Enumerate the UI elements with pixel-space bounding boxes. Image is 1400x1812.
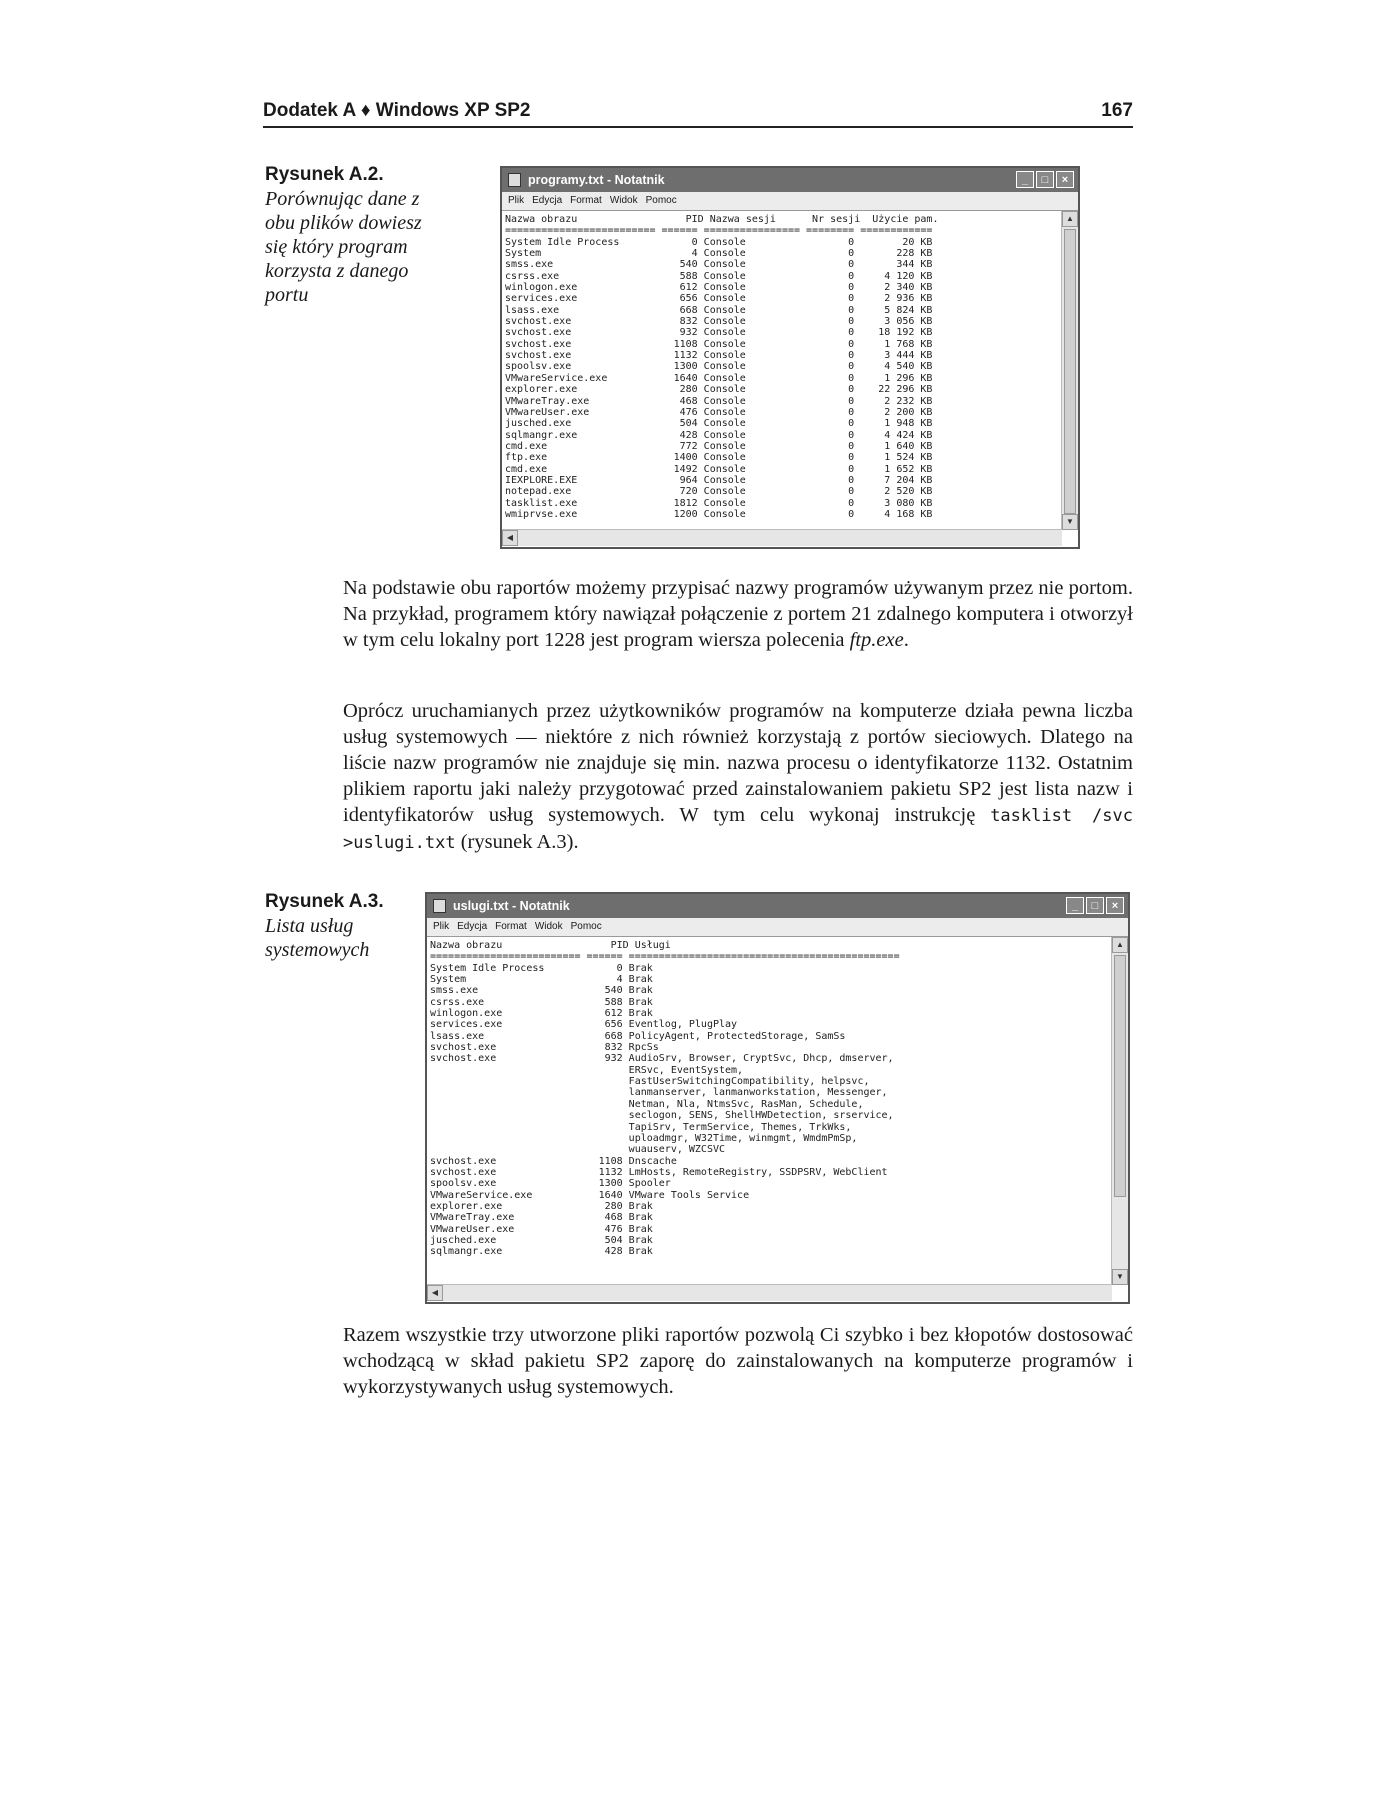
report-text: [502, 211, 1078, 523]
table-row: tasklist.exe 1812 Console 0 3 080 KB: [505, 497, 933, 509]
window-title: uslugi.txt - Notatnik: [453, 899, 570, 913]
minimize-icon[interactable]: _: [1066, 897, 1084, 914]
paragraph-1-end: .: [903, 629, 909, 651]
minimize-icon[interactable]: _: [1016, 171, 1034, 188]
table-row: System Idle Process 0 Brak: [430, 962, 653, 974]
table-row: lsass.exe 668 PolicyAgent, ProtectedStorage, SamSs: [430, 1030, 846, 1042]
menu-item-2[interactable]: Format: [495, 921, 527, 932]
menu-item-3[interactable]: Widok: [609, 195, 638, 206]
close-icon[interactable]: ×: [1106, 897, 1124, 914]
maximize-icon[interactable]: □: [1086, 897, 1104, 914]
maximize-icon[interactable]: □: [1036, 171, 1054, 188]
scroll-left-icon[interactable]: ◀: [427, 1285, 443, 1301]
table-row: VMwareService.exe 1640 Console 0 1 296 KB: [505, 372, 933, 384]
notepad-icon: [508, 173, 521, 187]
table-row: csrss.exe 588 Brak: [430, 996, 653, 1008]
menu-item-1[interactable]: Edycja: [532, 195, 563, 206]
figure-caption-a3: [265, 890, 425, 962]
vertical-scrollbar[interactable]: [1111, 937, 1128, 1285]
table-row: winlogon.exe 612 Brak: [430, 1008, 653, 1020]
menu-item-3[interactable]: Widok: [534, 921, 563, 932]
paragraph-2-text: Oprócz uruchamianych przez użytkowników programów na komputerze działa pewna liczba usług systemowych — niektóre z nich również korzystają z portów sieciowych. Dlatego na liście nazw programów nie znajduje się min. nazwa procesu o identyfikatorze 1132. Ostatnim plikiem raportu jaki należy przygotować przed zainstalowaniem pakietu SP2 jest lista nazw i identyfikatorów usług systemowych. W tym celu wykonaj instrukcję: [343, 700, 1133, 826]
paragraph-2: [343, 698, 1133, 856]
menu-item-4[interactable]: Pomoc: [570, 921, 602, 932]
filename-ftp: ftp.exe: [849, 629, 904, 651]
paragraph-3: [343, 1322, 1133, 1400]
menu-item-4[interactable]: Pomoc: [645, 195, 677, 206]
notepad-icon: [433, 899, 446, 913]
title-bar: [502, 168, 1078, 192]
menu-item-2[interactable]: Format: [570, 195, 602, 206]
vertical-scrollbar[interactable]: [1061, 211, 1078, 530]
table-row: cmd.exe 772 Console 0 1 640 KB: [505, 440, 933, 452]
scroll-down-icon[interactable]: ▼: [1062, 514, 1078, 530]
notepad-window-programy: [500, 166, 1080, 549]
figure-number: Rysunek A.3.: [265, 891, 384, 912]
column-header-line: Nazwa obrazu PID Nazwa sesji Nr sesji Użycie pam.: [505, 214, 939, 225]
report-text: [427, 937, 1128, 1261]
horizontal-scrollbar[interactable]: [502, 529, 1062, 546]
table-row: wmiprvse.exe 1200 Console 0 4 168 KB: [505, 508, 933, 520]
separator-line: ========================= ====== =============================================: [430, 951, 900, 963]
figure-caption-text: Porównując dane z obu plików dowiesz się który program korzysta z danego portu: [265, 188, 422, 306]
table-row: lsass.exe 668 Console 0 5 824 KB: [505, 304, 933, 316]
command-text: tasklist /svc >uslugi.txt: [343, 806, 1133, 853]
table-row: System 4 Brak: [430, 974, 653, 986]
menu-item-1[interactable]: Edycja: [457, 921, 488, 932]
window-title: programy.txt - Notatnik: [528, 173, 665, 187]
table-row: services.exe 656 Console 0 2 936 KB: [505, 293, 933, 305]
table-row: notepad.exe 720 Console 0 2 520 KB: [505, 486, 933, 498]
scroll-down-icon[interactable]: ▼: [1112, 1269, 1128, 1285]
table-row: svchost.exe 932 Console 0 18 192 KB: [505, 327, 933, 339]
table-row: System 4 Console 0 228 KB: [505, 248, 933, 260]
table-row: VMwareTray.exe 468 Brak: [430, 1212, 653, 1224]
horizontal-scrollbar[interactable]: [427, 1284, 1112, 1301]
table-row: spoolsv.exe 1300 Console 0 4 540 KB: [505, 361, 933, 373]
table-row: svchost.exe 1108 Dnscache: [430, 1155, 677, 1167]
table-row: svchost.exe 1108 Console 0 1 768 KB: [505, 338, 933, 350]
figure-number: Rysunek A.2.: [265, 164, 384, 185]
table-row: sqlmangr.exe 428 Console 0 4 424 KB: [505, 429, 933, 441]
running-header: Dodatek A ♦ Windows XP SP2: [263, 100, 531, 121]
scroll-thumb[interactable]: [1064, 229, 1076, 514]
text-area[interactable]: [502, 211, 1078, 546]
table-row: winlogon.exe 612 Console 0 2 340 KB: [505, 282, 933, 294]
close-icon[interactable]: ×: [1056, 171, 1074, 188]
table-row: svchost.exe 1132 LmHosts, RemoteRegistry, SSDPSRV, WebClient: [430, 1166, 888, 1178]
table-row: VMwareTray.exe 468 Console 0 2 232 KB: [505, 395, 933, 407]
menu-bar: [427, 918, 1128, 937]
table-row: ftp.exe 1400 Console 0 1 524 KB: [505, 452, 933, 464]
page-header: [263, 98, 1133, 128]
paragraph-1-text: Na podstawie obu raportów możemy przypisać nazwy programów używanym przez nie portom. Na przykład, programem który nawiązał połączenie z portem 21 zdalnego komputera i otworzył w tym celu lokalny port 1228 jest program wiersza polecenia: [343, 577, 1133, 651]
page-number: 167: [1101, 100, 1133, 121]
table-row: cmd.exe 1492 Console 0 1 652 KB: [505, 463, 933, 475]
paragraph-2-end: (rysunek A.3).: [455, 831, 579, 853]
table-row: VMwareService.exe 1640 VMware Tools Service: [430, 1189, 750, 1201]
table-row: jusched.exe 504 Brak: [430, 1234, 653, 1246]
paragraph-3-text: Razem wszystkie trzy utworzone pliki raportów pozwolą Ci szybko i bez kłopotów dostosować wchodzącą w skład pakietu SP2 zaporę do zainstalowanych na komputerze programów i wykorzystywanych usług systemowych.: [343, 1324, 1133, 1398]
table-row: svchost.exe 932 AudioSrv, Browser, CryptSvc, Dhcp, dmserver, ERSvc, EventSystem, FastUserSwitchingCompatibility, helpsvc, lanmanserver, lanmanworkstation, Messenger, Netman, Nla, NtmsSvc, RasMan, Schedule, seclogon, SENS, ShellHWDetection, srservice, TapiSrv, TermService, Themes, TrkWks, uploadmgr, W32Time, winmgmt, WmdmPmSp, wuauserv, WZCSVC: [430, 1053, 894, 1156]
table-row: IEXPLORE.EXE 964 Console 0 7 204 KB: [505, 474, 933, 486]
table-row: sqlmangr.exe 428 Brak: [430, 1246, 653, 1258]
title-bar: [427, 894, 1128, 918]
menu-item-0[interactable]: Plik: [433, 921, 450, 932]
separator-line: ========================= ====== ================ ======== ============: [505, 225, 933, 237]
notepad-window-uslugi: [425, 892, 1130, 1304]
table-row: explorer.exe 280 Console 0 22 296 KB: [505, 384, 933, 396]
table-row: jusched.exe 504 Console 0 1 948 KB: [505, 418, 933, 430]
figure-caption-text: Lista usług systemowych: [265, 915, 370, 961]
table-row: services.exe 656 Eventlog, PlugPlay: [430, 1019, 738, 1031]
table-row: VMwareUser.exe 476 Brak: [430, 1223, 653, 1235]
figure-caption-a2: [265, 163, 425, 307]
menu-bar: [502, 192, 1078, 211]
table-row: System Idle Process 0 Console 0 20 KB: [505, 236, 933, 248]
text-area[interactable]: [427, 937, 1128, 1301]
table-row: explorer.exe 280 Brak: [430, 1200, 653, 1212]
table-row: svchost.exe 1132 Console 0 3 444 KB: [505, 350, 933, 362]
scroll-thumb[interactable]: [1114, 955, 1126, 1197]
table-row: smss.exe 540 Brak: [430, 985, 653, 997]
column-header-line: Nazwa obrazu PID Usługi: [430, 940, 671, 951]
table-row: smss.exe 540 Console 0 344 KB: [505, 259, 933, 271]
table-row: svchost.exe 832 RpcSs: [430, 1042, 659, 1054]
paragraph-1: [343, 575, 1133, 653]
scroll-up-icon[interactable]: ▲: [1112, 937, 1128, 953]
table-row: csrss.exe 588 Console 0 4 120 KB: [505, 270, 933, 282]
scroll-up-icon[interactable]: ▲: [1062, 211, 1078, 227]
table-row: VMwareUser.exe 476 Console 0 2 200 KB: [505, 406, 933, 418]
table-row: spoolsv.exe 1300 Spooler: [430, 1178, 671, 1190]
table-row: svchost.exe 832 Console 0 3 056 KB: [505, 316, 933, 328]
menu-item-0[interactable]: Plik: [508, 195, 525, 206]
scroll-left-icon[interactable]: ◀: [502, 530, 518, 546]
